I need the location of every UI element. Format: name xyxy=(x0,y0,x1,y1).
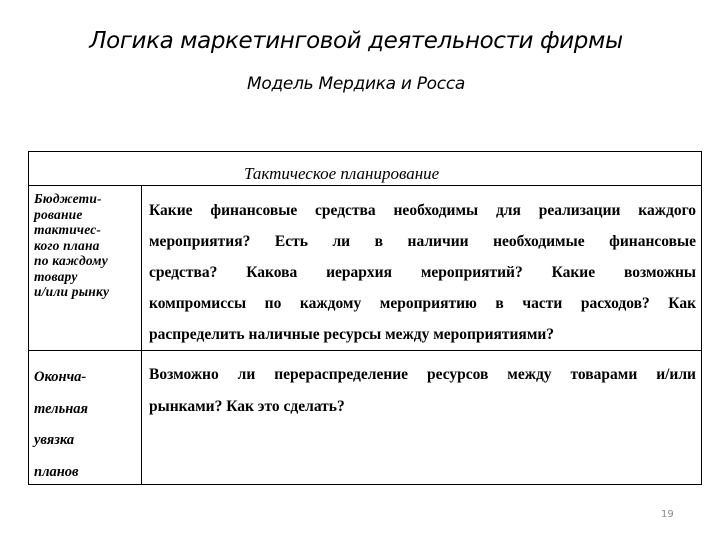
row-2-label-line: планов xyxy=(34,463,79,480)
slide-title: Логика маркетинговой деятельности фирмы xyxy=(89,28,623,54)
row-2-label-line: Оконча- xyxy=(34,369,87,385)
row-1-label-line: по каждому xyxy=(34,253,108,268)
row-2-label-line: увязка xyxy=(34,432,75,448)
row-2-text-line: Возможно ли перераспределение ресурсов между товарами и/или xyxy=(149,366,696,383)
row-1-label-line: товару xyxy=(34,268,78,284)
column-divider xyxy=(141,186,142,485)
planning-table xyxy=(28,151,702,485)
row-2-text-line: рынками? Как это сделать? xyxy=(149,398,345,415)
page-number: 19 xyxy=(661,509,674,520)
row-1-text-line: средства? Какова иерархия мероприятий? Какие возможны xyxy=(149,264,696,281)
row-1-label xyxy=(34,191,140,300)
row-1-label-line: тактичес- xyxy=(34,222,102,237)
row-2-label xyxy=(34,362,140,488)
row-1-label-line: и/или рынку xyxy=(34,284,110,299)
table-header xyxy=(29,152,701,186)
row-1-text xyxy=(149,195,696,350)
row-2-label-line: тельная xyxy=(34,400,88,417)
row-1-text-line: мероприятия? Есть ли в наличии необходимые финансовые xyxy=(149,233,696,250)
slide-subtitle: Модель Мердика и Росса xyxy=(247,74,465,94)
table-header-text: Тактическое планирование xyxy=(244,164,440,183)
row-1-label-line: Бюджети- xyxy=(34,191,102,206)
row-1-text-line: распределить наличные ресурсы между мероприятиями? xyxy=(149,326,555,343)
row-divider xyxy=(29,350,701,351)
row-1-text-line: Какие финансовые средства необходимы для реализации каждого xyxy=(149,202,696,219)
row-1-label-line: кого плана xyxy=(34,237,100,253)
row-2-text xyxy=(149,359,696,423)
row-1-text-line: компромиссы по каждому мероприятию в части расходов? Как xyxy=(149,295,696,312)
row-1-label-line: рование xyxy=(34,206,83,222)
